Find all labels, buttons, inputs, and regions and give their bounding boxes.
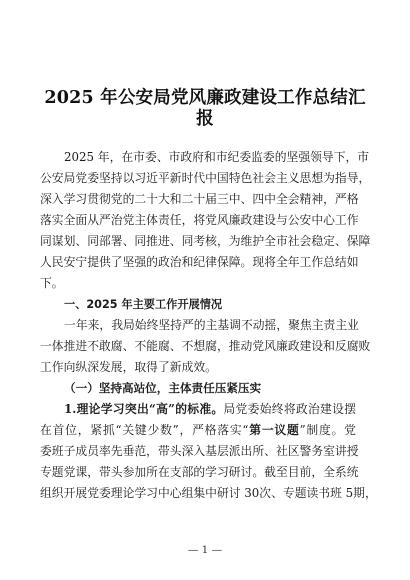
item-line-5: 组织开展党委理论学习中心组集中研讨 30次、专题读书班 5期， [40,486,377,500]
item-line-1 [64,402,356,417]
intro-line-6: 人民安宁提供了坚强的政治和纪律保障。现将全年工作总结如 [40,255,359,269]
intro-line-1: 2025 年，在市委、市政府和市纪委监委的坚强领导下，市 [64,150,370,164]
intro-line-2: 公安局党委坚持以习近平新时代中国特色社会主义思想为指导， [40,171,371,185]
section-line-1: 一年来，我局始终坚持严的主基调不动摇，聚焦主责主业 [64,318,359,332]
item-lead: 1.理论学习突出“高”的标准。 [64,402,224,416]
intro-line-3: 深入学习贯彻党的二十大和二十届三中、四中全会精神，严格 [40,192,359,206]
item-line-2-pre: 在首位，紧抓“关键少数”，严格落实“ [40,423,249,437]
item-line-4: 专题党课，带头参加所在支部的学习研讨。截至目前，全系统 [40,465,359,479]
document-title-line-1: 2025 年公安局党风廉政建设工作总结汇 [44,88,366,108]
item-line-1-rest: 局党委始终将政治建设摆 [223,402,356,416]
item-line-2-emphasis: 第一议题 [248,423,300,437]
item-line-2 [40,423,356,438]
section-heading: 一、2025 年主要工作开展情况 [64,298,223,311]
item-line-2-post: ”制度。党 [299,423,356,437]
item-line-3: 委班子成员率先垂范，带头深入基层派出所、社区警务室讲授 [40,444,359,458]
subsection-heading: （一）坚持高站位，主体责任压紧压实 [64,381,262,395]
intro-line-4: 落实全面从严治党主体责任，将党风廉政建设与公安中心工作 [40,213,359,227]
intro-line-5: 同谋划、同部署、同推进、同考核，为维护全市社会稳定、保障 [40,234,371,248]
section-line-3: 工作向纵深发展，取得了新成效。 [40,360,217,374]
document-title-line-2: 报 [196,109,214,129]
page-number: — 1 — [187,544,223,556]
intro-line-7: 下。 [40,276,64,290]
section-line-2: 一体推进不敢腐、不能腐、不想腐，推动党风廉政建设和反腐败 [40,339,371,353]
